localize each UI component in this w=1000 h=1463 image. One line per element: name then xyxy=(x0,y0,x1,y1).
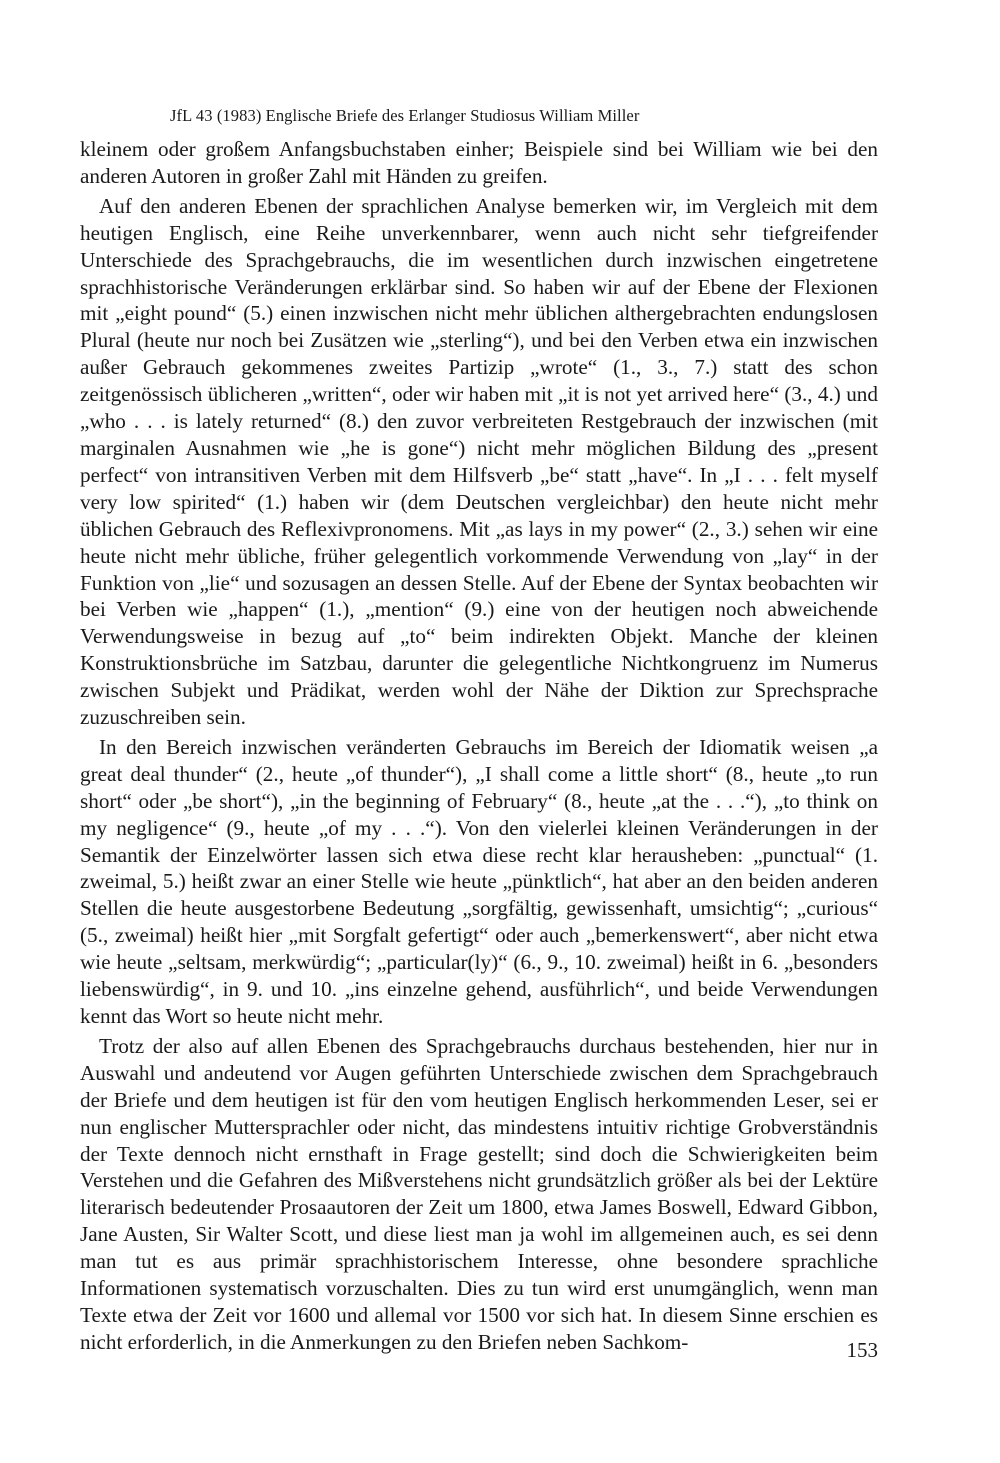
paragraph-continuation: kleinem oder großem Anfangsbuchstaben einher; Beispiele sind bei William wie bei den anderen Autoren in großer Zahl mit Händen zu greifen. xyxy=(80,137,878,188)
running-head: JfL 43 (1983) Englische Briefe des Erlanger Studiosus William Miller xyxy=(170,106,640,125)
paragraph: Trotz der also auf allen Ebenen des Sprachgebrauchs durchaus bestehenden, hier nur in Auswahl und andeutend vor Augen geführten Unterschiede zwischen dem Sprachgebrauch der Briefe und dem heutigen ist für den vom heutigen Englisch herkommenden Leser, sei er nun englischer Muttersprachler oder nicht, das mindestens intuitiv richtige Grobverständnis der Texte dennoch nicht ernsthaft in Frage gestellt; sind doch die Schwierigkeiten beim Verstehen und die Gefahren des Mißverstehens nicht grundsätzlich größer als bei der Lektüre literarisch bedeutender Prosaautoren der Zeit um 1800, etwa James Boswell, Edward Gibbon, Jane Austen, Sir Walter Scott, und diese liest man ja wohl im allgemeinen auch, es sei denn man tut es aus primär sprachhistorischem Interesse, ohne besondere sprachliche Informationen systematisch vorzuschalten. Dies zu tun wird erst unumgänglich, wenn man Texte etwa der Zeit vor 1600 und allemal vor 1500 vor sich hat. In diesem Sinne erschien es nicht erforderlich, in die Anmerkungen zu den Briefen neben Sachkom- xyxy=(80,1033,878,1354)
page-number: 153 xyxy=(846,1338,878,1362)
paragraph: Auf den anderen Ebenen der sprachlichen Analyse bemerken wir, im Vergleich mit dem heutigen Englisch, eine Reihe unverkennbarer, wenn auch nicht sehr tiefgreifender Unterschiede des Sprachgebrauchs, die im wesentlichen durch inzwischen eingetretene sprachhistorische Veränderungen erklärbar sind. So haben wir auf der Ebene der Flexionen mit „eight pound“ (5.) einen inzwischen nicht mehr üblichen althergebrachten endungslosen Plural (heute nur noch bei Zusätzen wie „sterling“), und bei den Verben etwa ein inzwischen außer Gebrauch gekommenes zweites Partizip „wrote“ (1., 3., 7.) statt des schon zeitgenössisch üblicheren „written“, oder wir haben mit „it is not yet arrived here“ (3., 4.) und „who . . . is lately returned“ (8.) den zuvor verbreiteten Restgebrauch der inzwischen (mit marginalen Ausnahmen wie „he is gone“) nicht mehr möglichen Bildung des „present perfect“ von intransitiven Verben mit dem Hilfsverb „be“ statt „have“. In „I . . . felt myself very low spirited“ (1.) haben wir (dem Deutschen vergleichbar) den heute nicht mehr üblichen Gebrauch des Reflexivpronomens. Mit „as lays in my power“ (2., 3.) sehen wir eine heute nicht mehr übliche, früher gelegentlich vorkommende Verwendung von „lay“ in der Funktion von „lie“ und sozusagen an dessen Stelle. Auf der Ebene der Syntax beobachten wir bei Verben wie „happen“ (1.), „mention“ (9.) eine von der heutigen noch abweichende Verwendungsweise in bezug auf „to“ beim indirekten Objekt. Manche der kleinen Konstruktionsbrüche im Satzbau, darunter die gelegentliche Nichtkongruenz im Numerus zwischen Subjekt und Prädikat, werden wohl der Nähe der Diktion zur Sprechsprache zuzuschreiben sein. xyxy=(80,193,878,730)
paragraph: In den Bereich inzwischen veränderten Gebrauchs im Bereich der Idiomatik weisen „a great deal thunder“ (2., heute „of thunder“), „I shall come a little short“ (8., heute „to run short“ oder „be short“), „in the beginning of February“ (8., heute „at the . . .“), „to think on my negligence“ (9., heute „of my . . .“). Von den vielerlei kleinen Veränderungen in der Semantik der Einzelwörter lassen sich etwa diese recht klar herausheben: „punctual“ (1. zweimal, 5.) heißt zwar an einer Stelle wie heute „pünktlich“, hat aber an den beiden anderen Stellen die heute ausgestorbene Bedeutung „sorgfältig, gewissenhaft, umsichtig“; „curious“ (5., zweimal) heißt hier „mit Sorgfalt gefertigt“ oder auch „bemerkenswert“, aber nicht etwa wie heute „seltsam, merkwürdig“; „particular(ly)“ (6., 9., 10. zweimal) heißt in 6. „besonders liebenswürdig“, in 9. und 10. „ins einzelne gehend, ausführlich“, und beide Verwendungen kennt das Wort so heute nicht mehr. xyxy=(80,734,878,1028)
body-text xyxy=(80,136,878,1359)
